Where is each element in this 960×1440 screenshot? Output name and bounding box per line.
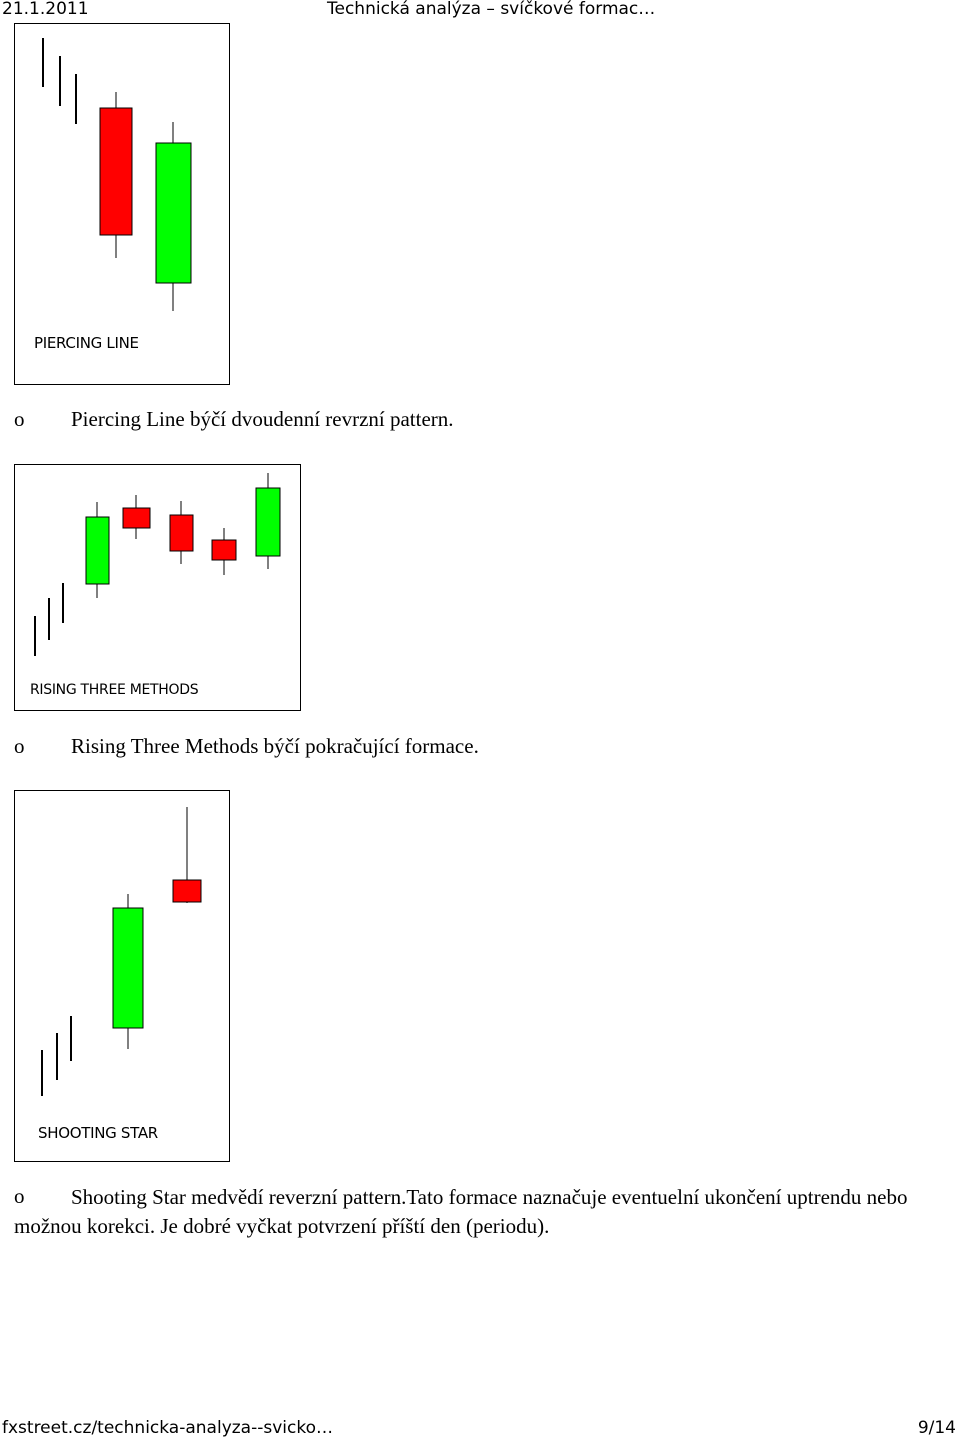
page-header [0, 0, 960, 22]
red-candle-body [170, 515, 193, 551]
header-date: 21.1.2011 [2, 0, 89, 19]
piercing-line-figure [14, 23, 230, 385]
shooting-star-caption-line2: možnou korekci. Je dobré vyčkat potvrzení příští den (periodu). [14, 1214, 550, 1238]
piercing-line-caption: Piercing Line býčí dvoudenní revrzní pattern. [71, 407, 454, 431]
shooting-star-figure [14, 790, 230, 1162]
red-candle-body [173, 880, 201, 902]
green-candle-body [113, 908, 143, 1028]
rising-three-methods-caption: Rising Three Methods býčí pokračující formace. [71, 734, 479, 758]
figure-label: RISING THREE METHODS [30, 682, 199, 698]
rising-three-methods-chart [15, 465, 302, 712]
figure-label: SHOOTING STAR [38, 1124, 158, 1142]
piercing-line-chart [15, 24, 231, 386]
header-title: Technická analýza – svíčkové formac… [327, 0, 656, 19]
red-candle-body [212, 540, 236, 560]
rising-three-methods-figure [14, 464, 301, 711]
green-candle-body [156, 143, 191, 283]
red-candle-body [100, 108, 132, 235]
green-candle-body [256, 488, 280, 556]
page-footer [0, 1418, 960, 1440]
page-number: 9/14 [917, 1418, 956, 1438]
green-candle-body [86, 517, 109, 584]
figure-label: PIERCING LINE [34, 334, 139, 352]
bullet-marker: o [14, 734, 25, 758]
shooting-star-caption-line1: Shooting Star medvědí reverzní pattern.Tato formace naznačuje eventuelní ukončení uptrendu nebo [71, 1185, 908, 1209]
shooting-star-chart [15, 791, 231, 1163]
bullet-marker: o [14, 1184, 25, 1208]
bullet-marker: o [14, 407, 25, 431]
red-candle-body [123, 508, 150, 528]
footer-url[interactable]: fxstreet.cz/technicka-analyza--svicko… [2, 1418, 333, 1438]
